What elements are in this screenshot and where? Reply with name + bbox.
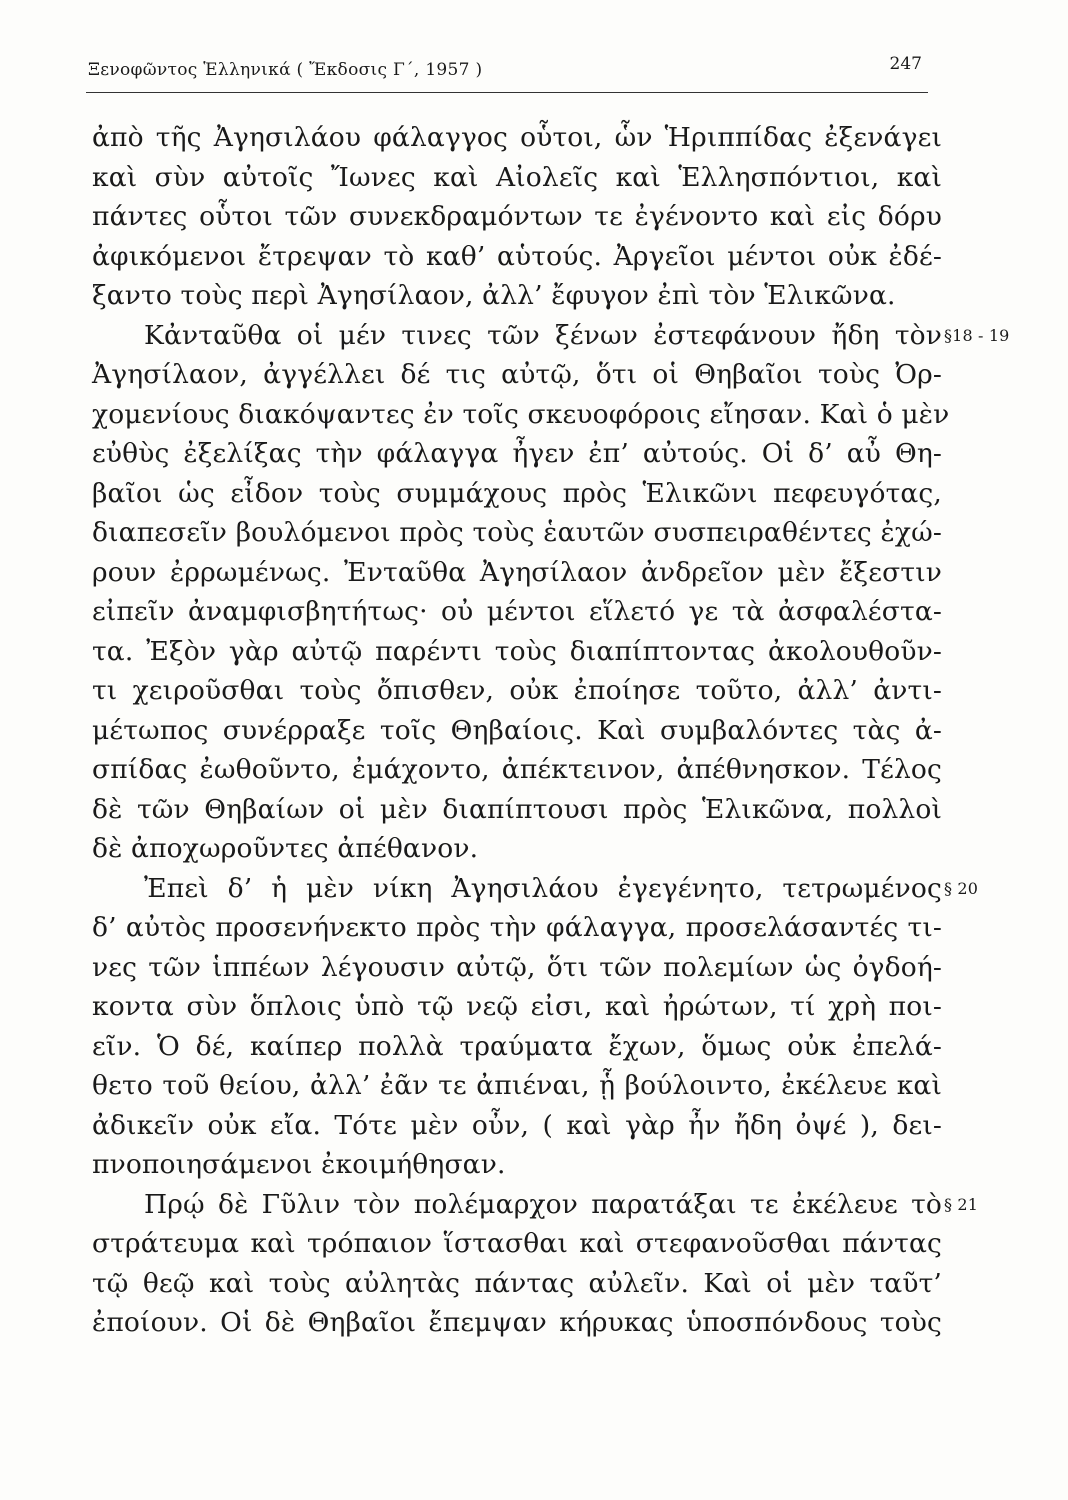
text-line <box>92 237 942 277</box>
line-text: δὲ τῶν Θηβαίων οἱ μὲν διαπίπτουσι πρὸς Ἑλικῶνα, πολλοὶ <box>92 793 942 825</box>
text-line <box>92 987 942 1027</box>
line-text: ἐποίουν. Οἱ δὲ Θηβαῖοι ἔπεμψαν κήρυκας ὑποσπόνδους τοὺς <box>92 1307 942 1338</box>
text-line <box>92 750 942 790</box>
text-line <box>92 1106 942 1146</box>
text-line <box>92 1224 942 1264</box>
text-line <box>92 632 942 672</box>
line-text: σπίδας ἐωθοῦντο, ἐμάχοντο, ἀπέκτεινον, ἀπέθνησκον. Τέλος <box>92 754 942 785</box>
line-text: καὶ σὺν αὐτοῖς Ἴωνες καὶ Αἰολεῖς καὶ Ἑλλησπόντιοι, καὶ <box>92 161 942 193</box>
line-text: πνοποιησάμενοι ἐκοιμήθησαν. <box>92 1149 506 1180</box>
line-text: Ἀγησίλαον, ἀγγέλλει δέ τις αὐτῷ, ὅτι οἱ Θηβαῖοι τοὺς Ὀρ- <box>92 359 942 390</box>
text-line <box>92 1264 942 1304</box>
section-marker: §18 - 19 <box>944 325 1010 345</box>
text-line <box>92 1066 942 1106</box>
text-line <box>92 553 942 593</box>
line-text: τι χειροῦσθαι τοὺς ὄπισθεν, οὐκ ἐποίησε τοῦτο, ἀλλ’ ἀντι- <box>92 675 942 706</box>
text-line <box>92 790 942 830</box>
line-text: κοντα σὺν ὅπλοις ὑπὸ τῷ νεῷ εἰσι, καὶ ἠρώτων, τί χρὴ ποι- <box>92 991 942 1022</box>
section-marker: § 21 <box>944 1194 979 1214</box>
text-line <box>92 158 942 198</box>
text-line <box>92 869 979 909</box>
text-line <box>92 711 942 751</box>
line-text: χομενίους διακόψαντες ἐν τοῖς σκευοφόροις εἴησαν. Καὶ ὁ μὲν <box>92 398 950 430</box>
text-line <box>92 355 942 395</box>
page-number: 247 <box>889 54 922 74</box>
line-text: νες τῶν ἱππέων λέγουσιν αὐτῷ, ὅτι τῶν πολεμίων ὡς ὀγδοή- <box>92 951 942 983</box>
line-text: τῷ θεῷ καὶ τοὺς αὐλητὰς πάντας αὐλεῖν. Καὶ οἱ μὲν ταῦτ’ <box>92 1267 942 1299</box>
text-line <box>92 395 950 435</box>
text-line <box>92 671 942 711</box>
running-title: Ξενοφῶντος Ἑλληνικά ( Ἔκδοσις Γ΄, 1957 ) <box>88 60 483 80</box>
line-text: δ’ αὐτὸς προσενήνεκτο πρὸς τὴν φάλαγγα, προσελάσαντές τι- <box>92 912 942 943</box>
line-text: εἰπεῖν ἀναμφισβητήτως· οὐ μέντοι εἵλετό γε τὰ ἀσφαλέστα- <box>92 596 942 627</box>
line-text: ἀφικόμενοι ἔτρεψαν τὸ καθ’ αὑτούς. Ἀργεῖοι μέντοι οὐκ ἐδέ- <box>92 240 942 272</box>
line-text: πάντες οὗτοι τῶν συνεκδραμόντων τε ἐγένοντο καὶ εἰς δόρυ <box>92 201 942 232</box>
text-line <box>92 513 942 553</box>
line-text: εῖν. Ὁ δέ, καίπερ πολλὰ τραύματα ἔχων, ὅμως οὐκ ἐπελά- <box>92 1030 942 1062</box>
line-text: ρουν ἐρρωμένως. Ἐνταῦθα Ἀγησίλαον ἀνδρεῖον μὲν ἔξεστιν <box>92 556 942 588</box>
text-line <box>92 592 942 632</box>
text-line <box>92 118 942 158</box>
line-text: θετο τοῦ θείου, ἀλλ’ ἐᾶν τε ἀπιέναι, ᾗ βούλοιντο, ἐκέλευε καὶ <box>92 1070 942 1101</box>
text-line <box>92 434 942 474</box>
text-line <box>92 197 942 237</box>
line-text: ἀδικεῖν οὐκ εἴα. Τότε μὲν οὖν, ( καὶ γὰρ ἦν ἤδη ὀψέ ), δει- <box>92 1109 942 1141</box>
line-text: δὲ ἀποχωροῦντες ἀπέθανον. <box>92 833 479 864</box>
text-line <box>92 1303 942 1343</box>
line-text: μέτωπος συνέρραξε τοῖς Θηβαίοις. Καὶ συμβαλόντες τὰς ἀ- <box>92 714 942 746</box>
line-text: ἀπὸ τῆς Ἀγησιλάου φάλαγγος οὗτοι, ὧν Ἡριππίδας ἐξενάγει <box>92 122 942 153</box>
text-line <box>92 316 1010 356</box>
line-text: βαῖοι ὡς εἶδον τοὺς συμμάχους πρὸς Ἑλικῶνι πεφευγότας, <box>92 477 942 509</box>
text-line <box>92 1145 942 1185</box>
text-line <box>92 276 942 316</box>
running-head <box>86 54 928 93</box>
line-text: εὐθὺς ἐξελίξας τὴν φάλαγγα ἦγεν ἐπ’ αὐτούς. Οἱ δ’ αὖ Θη- <box>92 438 942 469</box>
body-text <box>92 118 1010 1343</box>
text-line <box>92 829 942 869</box>
line-text: τα. Ἐξὸν γὰρ αὐτῷ παρέντι τοὺς διαπίπτοντας ἀκολουθοῦν- <box>92 635 942 667</box>
text-line <box>92 1027 942 1067</box>
line-text: Ἐπεὶ δ’ ἡ μὲν νίκη Ἀγησιλάου ἐγεγένητο, τετρωμένος <box>144 872 942 904</box>
line-text: Πρῴ δὲ Γῦλιν τὸν πολέμαρχον παρατάξαι τε ἐκέλευε τὸ <box>144 1188 942 1220</box>
line-text: στράτευμα καὶ τρόπαιον ἵστασθαι καὶ στεφανοῦσθαι πάντας <box>92 1228 942 1259</box>
text-line <box>92 908 942 948</box>
text-line <box>92 1185 979 1225</box>
line-text: Κἀνταῦθα οἱ μέν τινες τῶν ξένων ἐστεφάνουν ἤδη τὸν <box>144 319 942 351</box>
line-text: διαπεσεῖν βουλόμενοι πρὸς τοὺς ἑαυτῶν συσπειραθέντες ἐχώ- <box>92 517 942 548</box>
section-marker: § 20 <box>944 878 979 898</box>
text-line <box>92 474 942 514</box>
text-line <box>92 948 942 988</box>
line-text: ξαντο τοὺς περὶ Ἀγησίλαον, ἀλλ’ ἔφυγον ἐπὶ τὸν Ἑλικῶνα. <box>92 280 896 311</box>
